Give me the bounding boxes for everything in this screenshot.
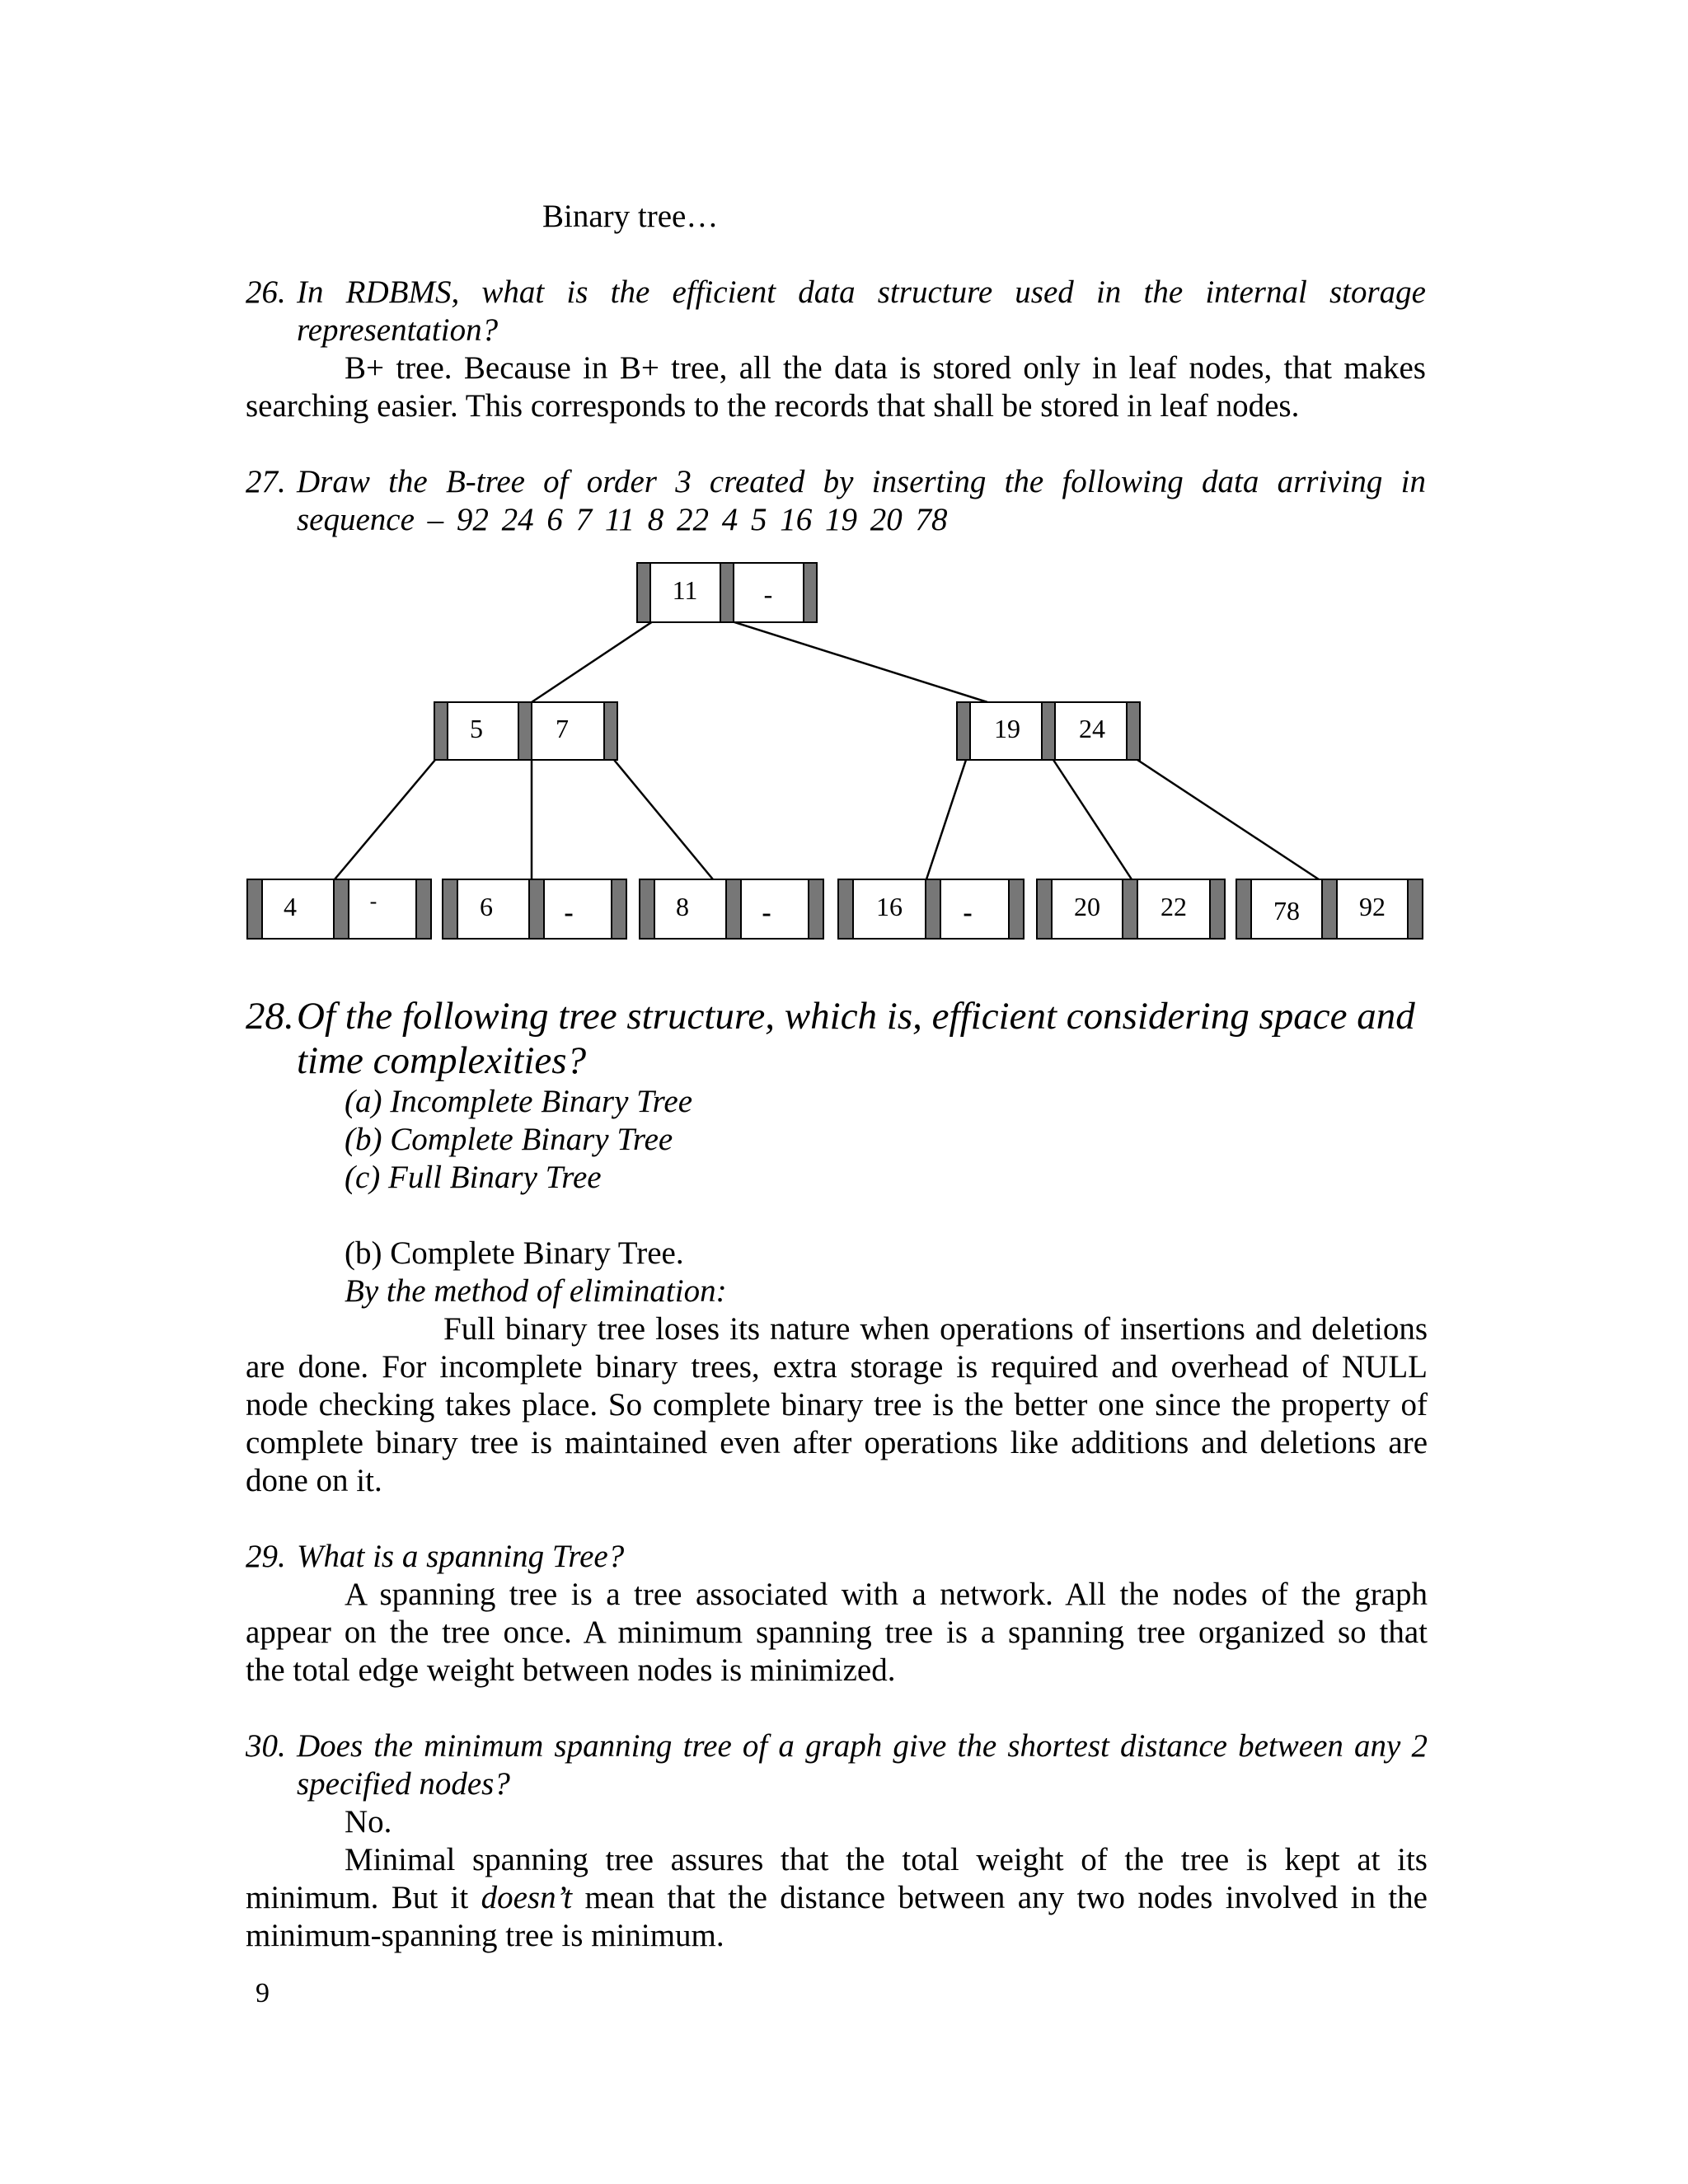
- q28-option-c: (c) Full Binary Tree: [345, 1160, 602, 1195]
- btree-leaf-4-key-2: -: [963, 898, 973, 928]
- q27-question-line-2: sequence – 92 24 6 7 11 8 22 4 5 16 19 20 78: [297, 502, 948, 537]
- q30-answer-emphasis: doesn’t: [481, 1880, 573, 1915]
- q28-question-line-1: Of the following tree structure, which is, efficient considering space and: [297, 995, 1415, 1038]
- btree-leaf-1-key-2: -: [369, 889, 377, 913]
- q30-question-line-1: Does the minimum spanning tree of a graph give the shortest distance between any 2: [297, 1728, 1428, 1764]
- edge-left-to-leaf-1: [335, 760, 435, 879]
- q29-answer-line-2: appear on the tree once. A minimum spanning tree is a spanning tree organized so that: [246, 1615, 1428, 1650]
- q28-explanation-line-2: are done. For incomplete binary trees, extra storage is required and overhead of NULL: [246, 1349, 1428, 1385]
- q30-answer-line-2-pre: minimum. But it: [246, 1880, 481, 1915]
- q28-option-b: (b) Complete Binary Tree: [345, 1122, 673, 1157]
- q30-answer-line-2: [246, 1879, 1428, 1917]
- btree-node-internal-left: [434, 702, 617, 760]
- q30-answer-line-2-post: mean that the distance between any two nodes involved in the: [572, 1880, 1428, 1915]
- btree-leaf-3-key-1: 8: [676, 892, 689, 921]
- btree-leaf-6-key-2: 92: [1359, 892, 1386, 921]
- btree-node-internal-right: [957, 702, 1140, 760]
- btree-root-key-1: 11: [672, 575, 698, 605]
- btree-leaf-6-key-1: 78: [1273, 896, 1300, 926]
- q26-answer-line-2: searching easier. This corresponds to the records that shall be stored in leaf nodes.: [246, 388, 1300, 424]
- btree-leaf-6: [1236, 879, 1423, 939]
- btree-leaf-2: [443, 879, 626, 939]
- q29-answer-line-1: A spanning tree is a tree associated with a network. All the nodes of the graph: [345, 1577, 1428, 1612]
- q26-question-line-2: representation?: [297, 312, 499, 348]
- btree-internal-right-key-2: 24: [1079, 714, 1105, 743]
- q30-short-answer: No.: [345, 1804, 392, 1840]
- q26-answer-line-1: B+ tree. Because in B+ tree, all the data is stored only in leaf nodes, that makes: [345, 350, 1426, 386]
- q30-answer-line-1: Minimal spanning tree assures that the total weight of the tree is kept at its: [345, 1842, 1428, 1877]
- btree-leaf-5: [1037, 879, 1225, 939]
- btree-node-root: [637, 563, 817, 622]
- q27-question-line-1: Draw the B-tree of order 3 created by inserting the following data arriving in: [297, 464, 1426, 499]
- q28-question-line-2: time complexities?: [297, 1039, 587, 1082]
- btree-leaf-1-key-1: 4: [284, 892, 297, 921]
- q30-number: 30.: [246, 1728, 286, 1764]
- edge-root-to-left: [532, 621, 653, 702]
- q28-explanation-line-5: done on it.: [246, 1463, 382, 1498]
- btree-leaf-3-key-2: -: [762, 898, 771, 928]
- q28-method: By the method of elimination:: [345, 1273, 727, 1309]
- btree-leaf-4-key-1: 16: [876, 892, 903, 921]
- q28-explanation-line-4: complete binary tree is maintained even after operations like additions and deletions are: [246, 1425, 1428, 1460]
- btree-leaf-4: [838, 879, 1024, 939]
- edge-right-to-leaf-6: [1137, 760, 1319, 879]
- edge-left-to-leaf-3: [614, 760, 713, 879]
- btree-leaf-5-key-2: 22: [1160, 892, 1187, 921]
- page-number: 9: [256, 1978, 270, 2008]
- btree-leaf-2-key-1: 6: [480, 892, 493, 921]
- q30-answer-line-3: minimum-spanning tree is minimum.: [246, 1918, 724, 1953]
- btree-leaf-2-key-2: -: [564, 898, 574, 928]
- edge-right-to-leaf-4: [926, 760, 966, 879]
- q28-answer: (b) Complete Binary Tree.: [345, 1235, 684, 1271]
- q26-number: 26.: [246, 274, 286, 310]
- q27-number: 27.: [246, 464, 286, 499]
- q26-question-line-1: In RDBMS, what is the efficient data structure used in the internal storage: [297, 274, 1426, 310]
- carry-over-text: Binary tree…: [542, 199, 719, 234]
- btree-leaf-5-key-1: 20: [1074, 892, 1100, 921]
- btree-leaf-3: [640, 879, 823, 939]
- btree-internal-left-key-2: 7: [556, 714, 569, 743]
- q29-number: 29.: [246, 1539, 286, 1574]
- q30-question-line-2: specified nodes?: [297, 1766, 510, 1802]
- btree-internal-right-key-1: 19: [994, 714, 1020, 743]
- q28-explanation-line-3: node checking takes place. So complete binary tree is the better one since the property of: [246, 1387, 1428, 1422]
- btree-internal-left-key-1: 5: [470, 714, 483, 743]
- q28-option-a: (a) Incomplete Binary Tree: [345, 1084, 693, 1119]
- btree-leaf-1: [247, 879, 431, 939]
- edge-right-to-leaf-5: [1053, 760, 1132, 879]
- q28-explanation-line-1: Full binary tree loses its nature when operations of insertions and deletions: [443, 1311, 1428, 1347]
- btree-root-key-2: -: [763, 579, 773, 609]
- q28-number: 28.: [246, 995, 294, 1038]
- q29-question: What is a spanning Tree?: [297, 1539, 625, 1574]
- q29-answer-line-3: the total edge weight between nodes is minimized.: [246, 1652, 896, 1688]
- edge-root-to-right: [732, 621, 987, 702]
